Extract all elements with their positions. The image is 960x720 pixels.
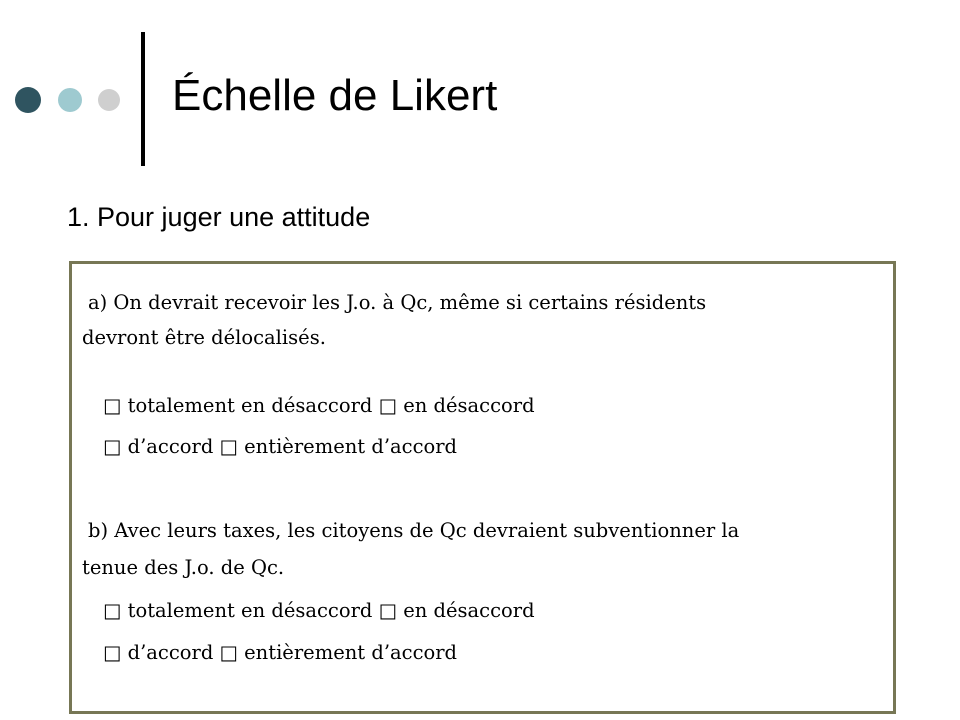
- decor-dot-grey: [98, 89, 120, 111]
- question-b-line-2: tenue des J.o. de Qc.: [82, 556, 285, 579]
- question-b-line-1: b) Avec leurs taxes, les citoyens de Qc devraient subventionner la: [88, 519, 740, 542]
- decor-dot-teal: [58, 88, 82, 112]
- question-a-line-1: a) On devrait recevoir les J.o. à Qc, même si certains résidents: [88, 291, 707, 314]
- title-divider-bar: [141, 32, 145, 166]
- question-a-line-2: devront être délocalisés.: [82, 326, 326, 349]
- question-b-options-row-2: □ d’accord □ entièrement d’accord: [103, 641, 458, 664]
- slide-title: Échelle de Likert: [172, 71, 498, 120]
- decor-dot-dark: [15, 87, 41, 113]
- question-b-options-row-1: □ totalement en désaccord □ en désaccord: [103, 599, 535, 622]
- question-a-options-row-2: □ d’accord □ entièrement d’accord: [103, 435, 458, 458]
- question-a-options-row-1: □ totalement en désaccord □ en désaccord: [103, 394, 535, 417]
- slide-subtitle: 1. Pour juger une attitude: [67, 202, 371, 232]
